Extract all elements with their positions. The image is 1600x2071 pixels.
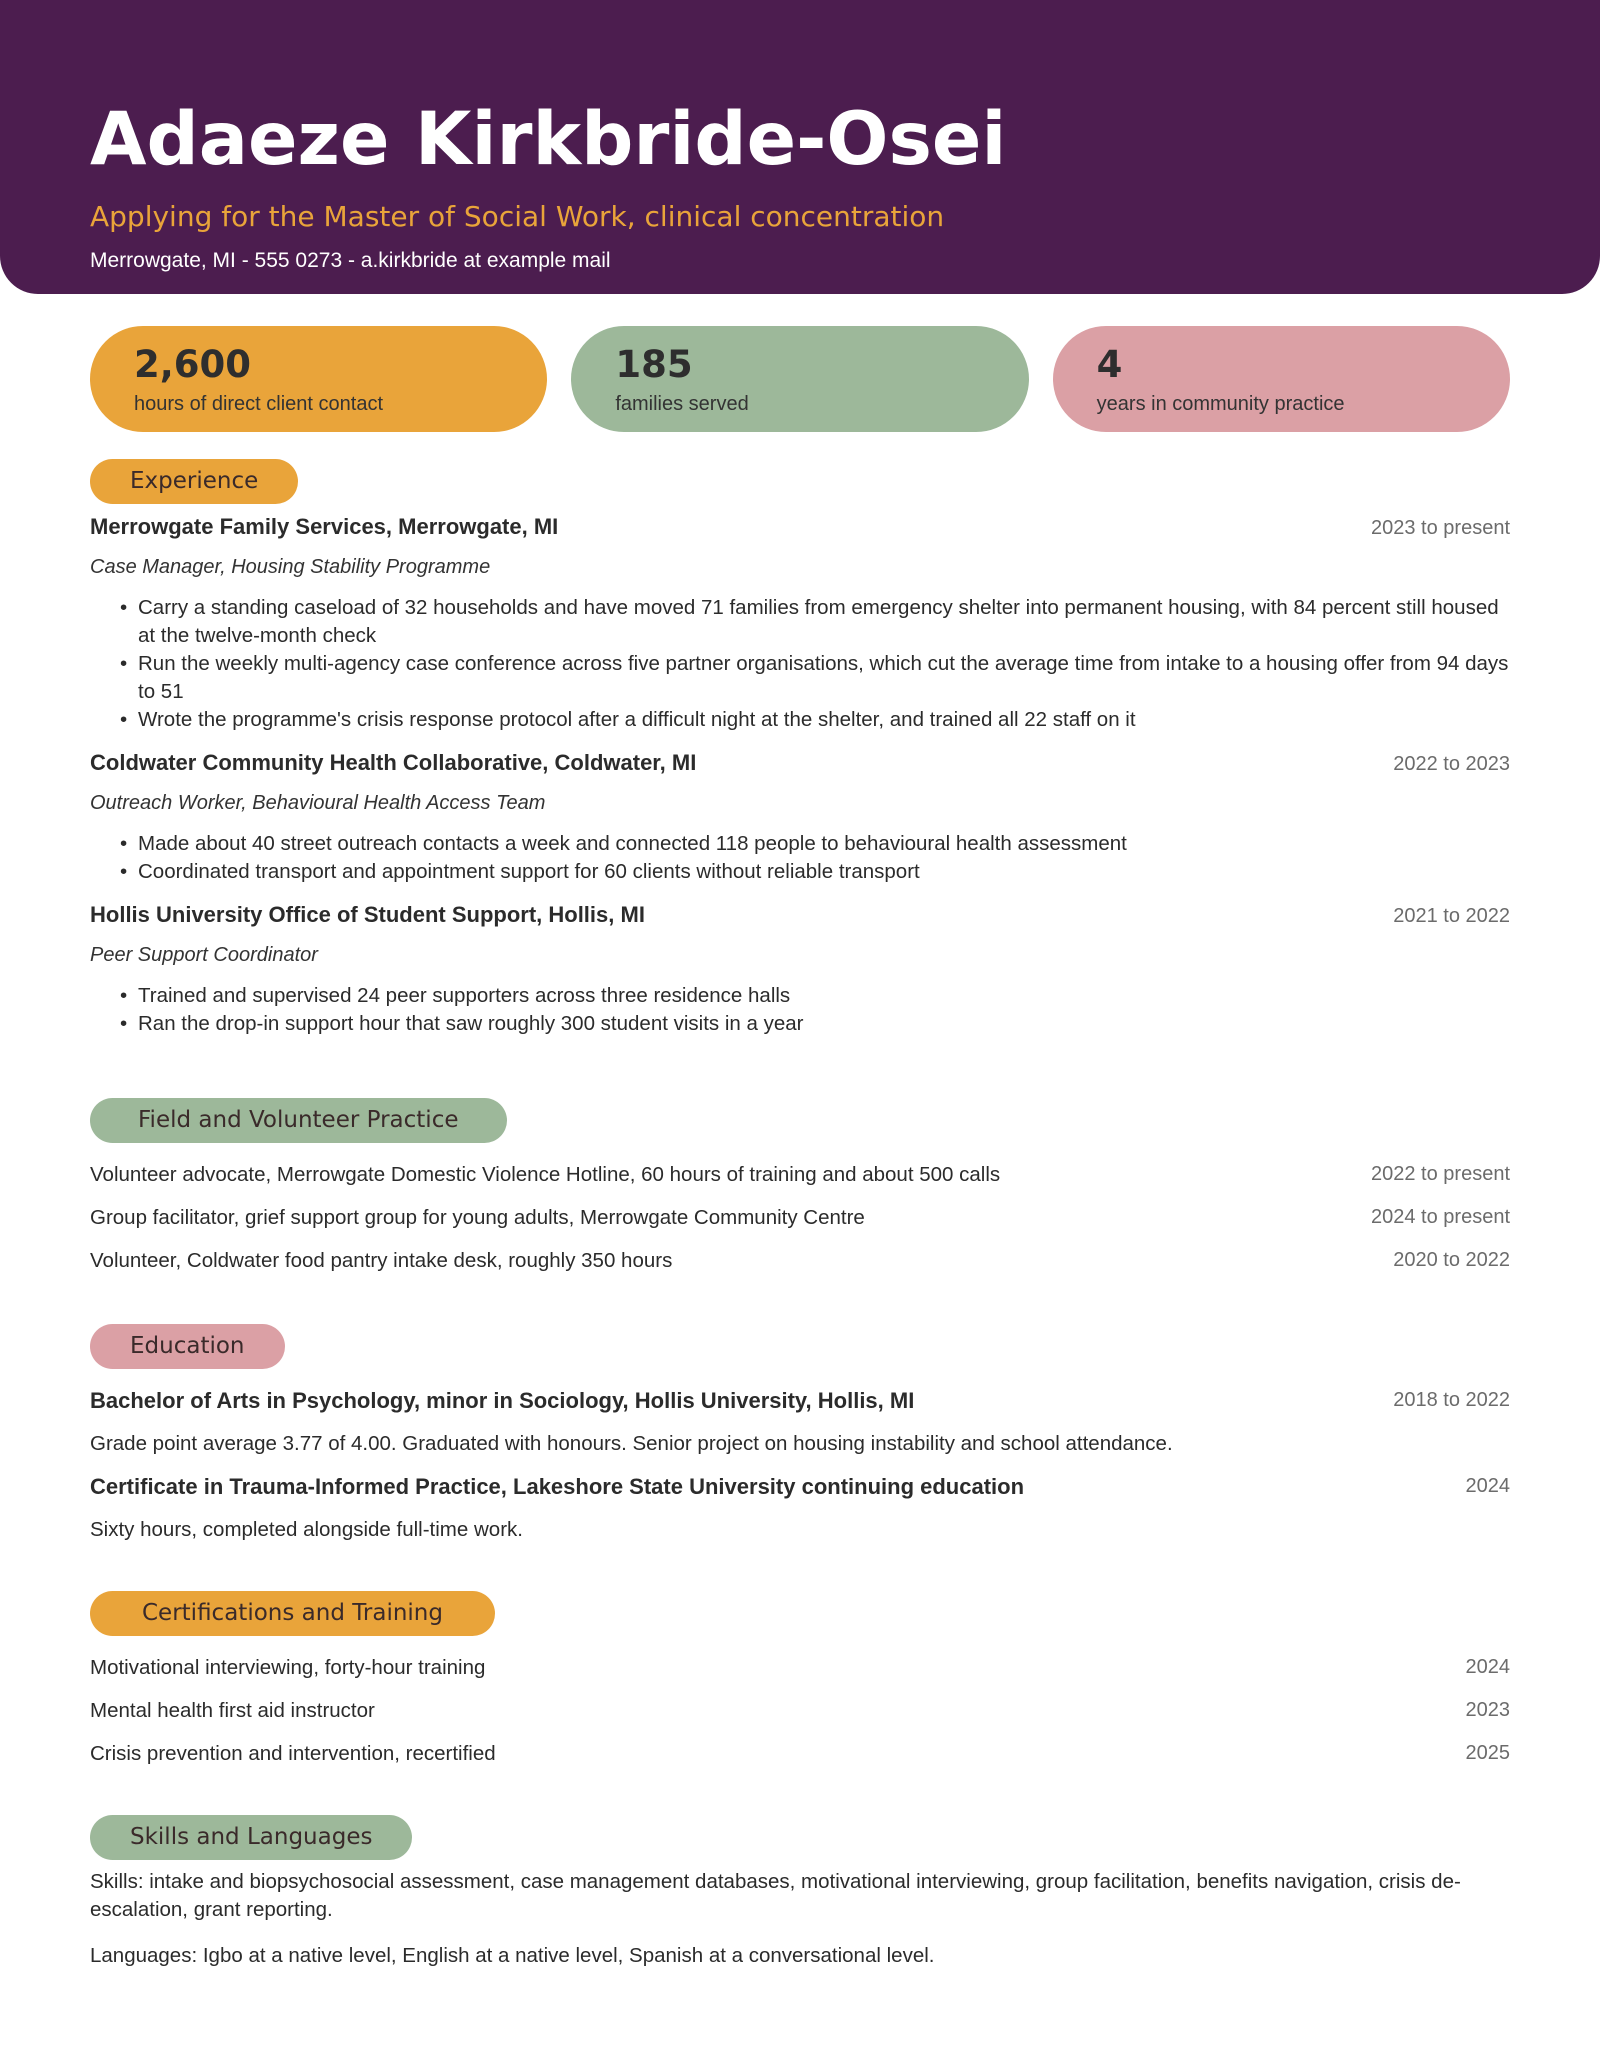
- degree-detail: Sixty hours, completed alongside full-time work.: [90, 1518, 523, 1541]
- list-item: [90, 1239, 1510, 1282]
- list-item: • Carry a standing caseload of 32 households and have moved 71 families from emergency shelter into permanent housing, with 84 percent still housed at the twelve-month check: [120, 594, 1510, 650]
- stat-value: 185: [615, 343, 693, 386]
- applicant-name: Adaeze Kirkbride-Osei: [90, 97, 1007, 182]
- practice-dates: 2020 to 2022: [1393, 1249, 1510, 1271]
- list-item: • Coordinated transport and appointment support for 60 clients without reliable transport: [120, 858, 1510, 886]
- list-item: • Wrote the programme's crisis response protocol after a difficult night at the shelter, and trained all 22 staff on it: [120, 706, 1510, 734]
- job-organization: Hollis University Office of Student Support, Hollis, MI: [90, 902, 645, 927]
- section-heading-certifications: Certifications and Training: [90, 1591, 495, 1636]
- practice-dates: 2024 to present: [1371, 1206, 1510, 1228]
- list-item: [90, 1646, 1510, 1689]
- degree-title: Certificate in Trauma-Informed Practice, Lakeshore State University continuing education: [90, 1473, 1025, 1499]
- practice-dates: 2022 to present: [1371, 1163, 1510, 1185]
- section-heading-education: Education: [90, 1324, 285, 1369]
- practice-description: Volunteer, Coldwater food pantry intake desk, roughly 350 hours: [90, 1248, 673, 1272]
- certification-year: 2025: [1465, 1742, 1510, 1764]
- languages-text: Languages: Igbo at a native level, English at a native level, Spanish at a conversational level.: [90, 1944, 935, 1967]
- resume-header: [0, 0, 1600, 294]
- job-role: Case Manager, Housing Stability Programme: [90, 556, 491, 578]
- practice-description: Group facilitator, grief support group for young adults, Merrowgate Community Centre: [90, 1205, 865, 1229]
- job-organization: Merrowgate Family Services, Merrowgate, MI: [90, 514, 559, 539]
- job-entry: [90, 750, 1510, 886]
- stat-value: 2,600: [134, 343, 252, 386]
- certification-name: Motivational interviewing, forty-hour training: [90, 1655, 486, 1679]
- certification-year: 2024: [1465, 1656, 1510, 1678]
- list-item: [90, 1732, 1510, 1775]
- stat-card-years: [1053, 326, 1510, 432]
- stat-card-hours: [90, 326, 547, 432]
- job-dates: 2021 to 2022: [1393, 905, 1510, 927]
- section-heading-experience: Experience: [90, 459, 298, 504]
- job-dates: 2023 to present: [1371, 517, 1510, 539]
- certification-year: 2023: [1465, 1699, 1510, 1721]
- application-tagline: Applying for the Master of Social Work, clinical concentration: [90, 200, 945, 233]
- education-entry: [90, 1379, 1510, 1422]
- certification-name: Mental health first aid instructor: [90, 1698, 375, 1722]
- job-entry: [90, 514, 1510, 734]
- job-dates: 2022 to 2023: [1393, 753, 1510, 775]
- list-item: • Run the weekly multi-agency case conference across five partner organisations, which cut the average time from intake to a housing offer from 94 days to 51: [120, 650, 1510, 706]
- certifications-section: [90, 1591, 1510, 1775]
- stat-label: hours of direct client contact: [134, 393, 384, 415]
- job-entry: [90, 902, 1510, 1038]
- job-bullets: [90, 982, 1510, 1038]
- degree-dates: 2018 to 2022: [1393, 1389, 1510, 1411]
- job-bullets: [90, 594, 1510, 734]
- practice-description: Volunteer advocate, Merrowgate Domestic Violence Hotline, 60 hours of training and about 500 calls: [90, 1162, 1001, 1186]
- stats-row: [90, 326, 1510, 432]
- list-item: [90, 1689, 1510, 1732]
- contact-line: Merrowgate, MI - 555 0273 - a.kirkbride at example mail: [90, 249, 611, 272]
- job-role: Outreach Worker, Behavioural Health Access Team: [90, 792, 546, 814]
- resume-body: [90, 459, 1510, 1970]
- job-role: Peer Support Coordinator: [90, 944, 318, 966]
- job-organization: Coldwater Community Health Collaborative, Coldwater, MI: [90, 750, 697, 775]
- list-item: [90, 1196, 1510, 1239]
- job-bullets: [90, 830, 1510, 886]
- skills-text: Skills: intake and biopsychosocial assessment, case management databases, motivational interviewing, group facilitation, benefits navigation, crisis de-escalation, grant reporting.: [90, 1870, 1461, 1921]
- list-item: • Ran the drop-in support hour that saw roughly 300 student visits in a year: [120, 1010, 1510, 1038]
- stat-card-families: [571, 326, 1028, 432]
- section-heading-field-practice: Field and Volunteer Practice: [90, 1098, 507, 1143]
- degree-title: Bachelor of Arts in Psychology, minor in Sociology, Hollis University, Hollis, MI: [90, 1387, 915, 1413]
- section-heading-skills: Skills and Languages: [90, 1815, 412, 1860]
- certification-name: Crisis prevention and intervention, recertified: [90, 1741, 496, 1765]
- degree-detail: Grade point average 3.77 of 4.00. Graduated with honours. Senior project on housing instability and school attendance.: [90, 1432, 1173, 1455]
- degree-dates: 2024: [1465, 1475, 1510, 1497]
- education-entry: [90, 1465, 1510, 1508]
- stat-label: families served: [615, 393, 749, 415]
- experience-section: [90, 459, 1510, 1038]
- list-item: [90, 1153, 1510, 1196]
- list-item: • Made about 40 street outreach contacts a week and connected 118 people to behavioural health assessment: [120, 830, 1510, 858]
- stat-value: 4: [1096, 343, 1123, 386]
- stat-label: years in community practice: [1096, 393, 1345, 415]
- education-section: [90, 1324, 1510, 1551]
- list-item: • Trained and supervised 24 peer supporters across three residence halls: [120, 982, 1510, 1010]
- skills-section: [90, 1815, 1510, 1970]
- field-practice-section: [90, 1098, 1510, 1282]
